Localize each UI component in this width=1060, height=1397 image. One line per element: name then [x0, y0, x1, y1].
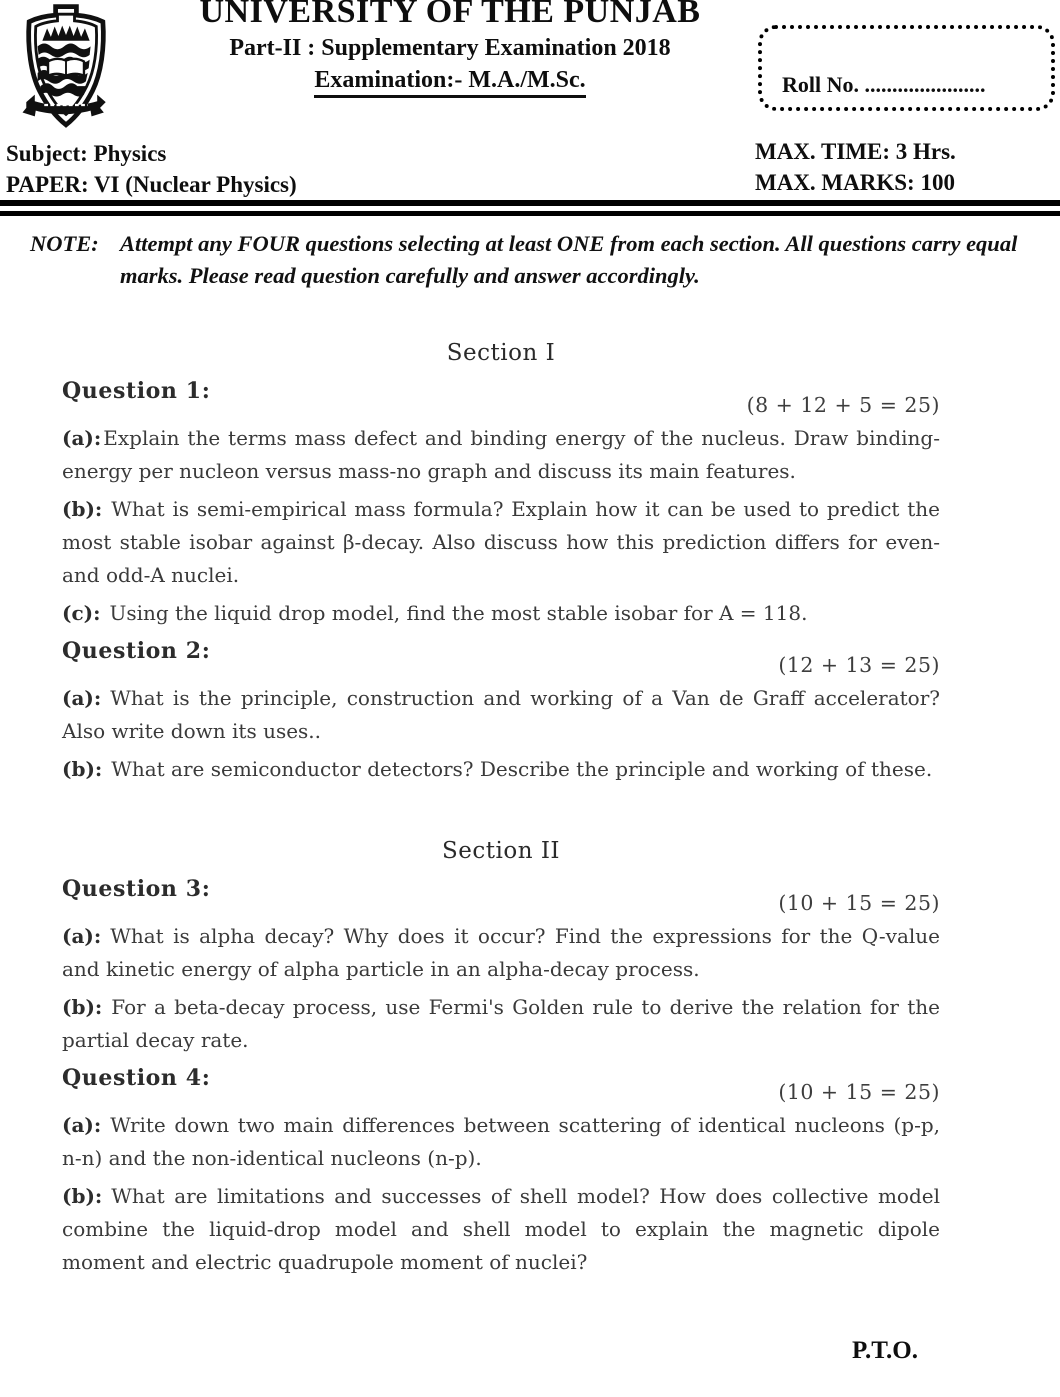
- note-label: NOTE:: [30, 231, 99, 256]
- question-part: [62, 991, 940, 1057]
- question-part: [62, 682, 940, 748]
- question-4-label: Question 4:: [62, 1065, 211, 1091]
- paper-line: PAPER: VI (Nuclear Physics): [6, 172, 297, 197]
- note-block: [30, 228, 1030, 292]
- limits-block: [755, 136, 956, 198]
- part-text: What are limitations and successes of shell model? How does collective model combine the liquid-drop model and shell model to explain the magnetic dipole moment and electric quadrupole moment of nuclei?: [62, 1184, 940, 1274]
- part-text: What is semi-empirical mass formula? Explain how it can be used to predict the most stable isobar against β-decay. Also discuss how this prediction differs for even- and odd-A nuclei.: [62, 497, 940, 587]
- university-crest-logo: [14, 2, 118, 138]
- paper-header: [0, 0, 1060, 218]
- question-2-marks: (12 + 13 = 25): [778, 653, 940, 677]
- part-text: Explain the terms mass defect and binding energy of the nucleus. Draw binding-energy per nucleon versus mass-no graph and discuss its main features.: [62, 426, 940, 483]
- question-part: [62, 1180, 940, 1279]
- question-2-label: Question 2:: [62, 638, 211, 664]
- note-text: Attempt any FOUR questions selecting at least ONE from each section. All questions carry equal marks. Please read question carefully and answer accordingly.: [120, 231, 1018, 288]
- section-2-title: Section II: [442, 838, 560, 864]
- part-label: (b):: [62, 995, 103, 1019]
- part-label: (b):: [62, 497, 103, 521]
- question-4-marks: (10 + 15 = 25): [778, 1080, 940, 1104]
- section-1-title: Section I: [446, 340, 556, 366]
- header-divider-rule: [0, 200, 1060, 216]
- question-part: [62, 493, 940, 592]
- header-title-block: [150, 0, 750, 98]
- question-part: [62, 753, 940, 786]
- question-3: [62, 876, 940, 1057]
- paper-body: [0, 340, 1060, 1279]
- part-text: What is alpha decay? Why does it occur? Find the expressions for the Q-value and kinetic energy of alpha particle in an alpha-decay process.: [62, 924, 940, 981]
- university-name: UNIVERSITY OF THE PUNJAB: [199, 0, 701, 30]
- roll-no-label: Roll No. ......................: [782, 72, 986, 97]
- question-3-marks: (10 + 15 = 25): [778, 891, 940, 915]
- question-2: [62, 638, 940, 786]
- part-label: (a):: [62, 686, 102, 710]
- question-part: [62, 422, 940, 488]
- part-text: Using the liquid drop model, find the most stable isobar for A = 118.: [109, 601, 808, 625]
- subject-block: [6, 138, 297, 200]
- max-marks-line: MAX. MARKS: 100: [755, 170, 955, 195]
- page-turn-over-label: P.T.O.: [852, 1337, 918, 1364]
- max-time-line: MAX. TIME: 3 Hrs.: [755, 139, 956, 164]
- question-part: [62, 1109, 940, 1175]
- part-label: (b):: [62, 1184, 103, 1208]
- part-text: What are semiconductor detectors? Describe the principle and working of these.: [111, 757, 933, 781]
- exam-session-line: Part-II : Supplementary Examination 2018: [229, 35, 671, 61]
- question-4: [62, 1065, 940, 1279]
- part-label: (c):: [62, 601, 101, 625]
- part-label: (a):: [62, 924, 102, 948]
- part-text: For a beta-decay process, use Fermi's Golden rule to derive the relation for the partial decay rate.: [62, 995, 940, 1052]
- part-label: (a):: [62, 1113, 102, 1137]
- part-label: (b):: [62, 757, 103, 781]
- question-1-label: Question 1:: [62, 378, 211, 404]
- subject-line: Subject: Physics: [6, 141, 167, 166]
- exam-level-line: Examination:- M.A./M.Sc.: [314, 67, 585, 98]
- question-1-marks: (8 + 12 + 5 = 25): [746, 393, 940, 417]
- question-3-label: Question 3:: [62, 876, 211, 902]
- question-part: [62, 920, 940, 986]
- question-part: [62, 597, 940, 630]
- part-text: What is the principle, construction and working of a Van de Graff accelerator? Also write down its uses..: [62, 686, 940, 743]
- part-text: Write down two main differences between scattering of identical nucleons (p-p, n-n) and the non-identical nucleons (n-p).: [62, 1113, 940, 1170]
- question-1: [62, 378, 940, 630]
- roll-no-box: [758, 25, 1055, 111]
- part-label: (a):: [62, 426, 102, 450]
